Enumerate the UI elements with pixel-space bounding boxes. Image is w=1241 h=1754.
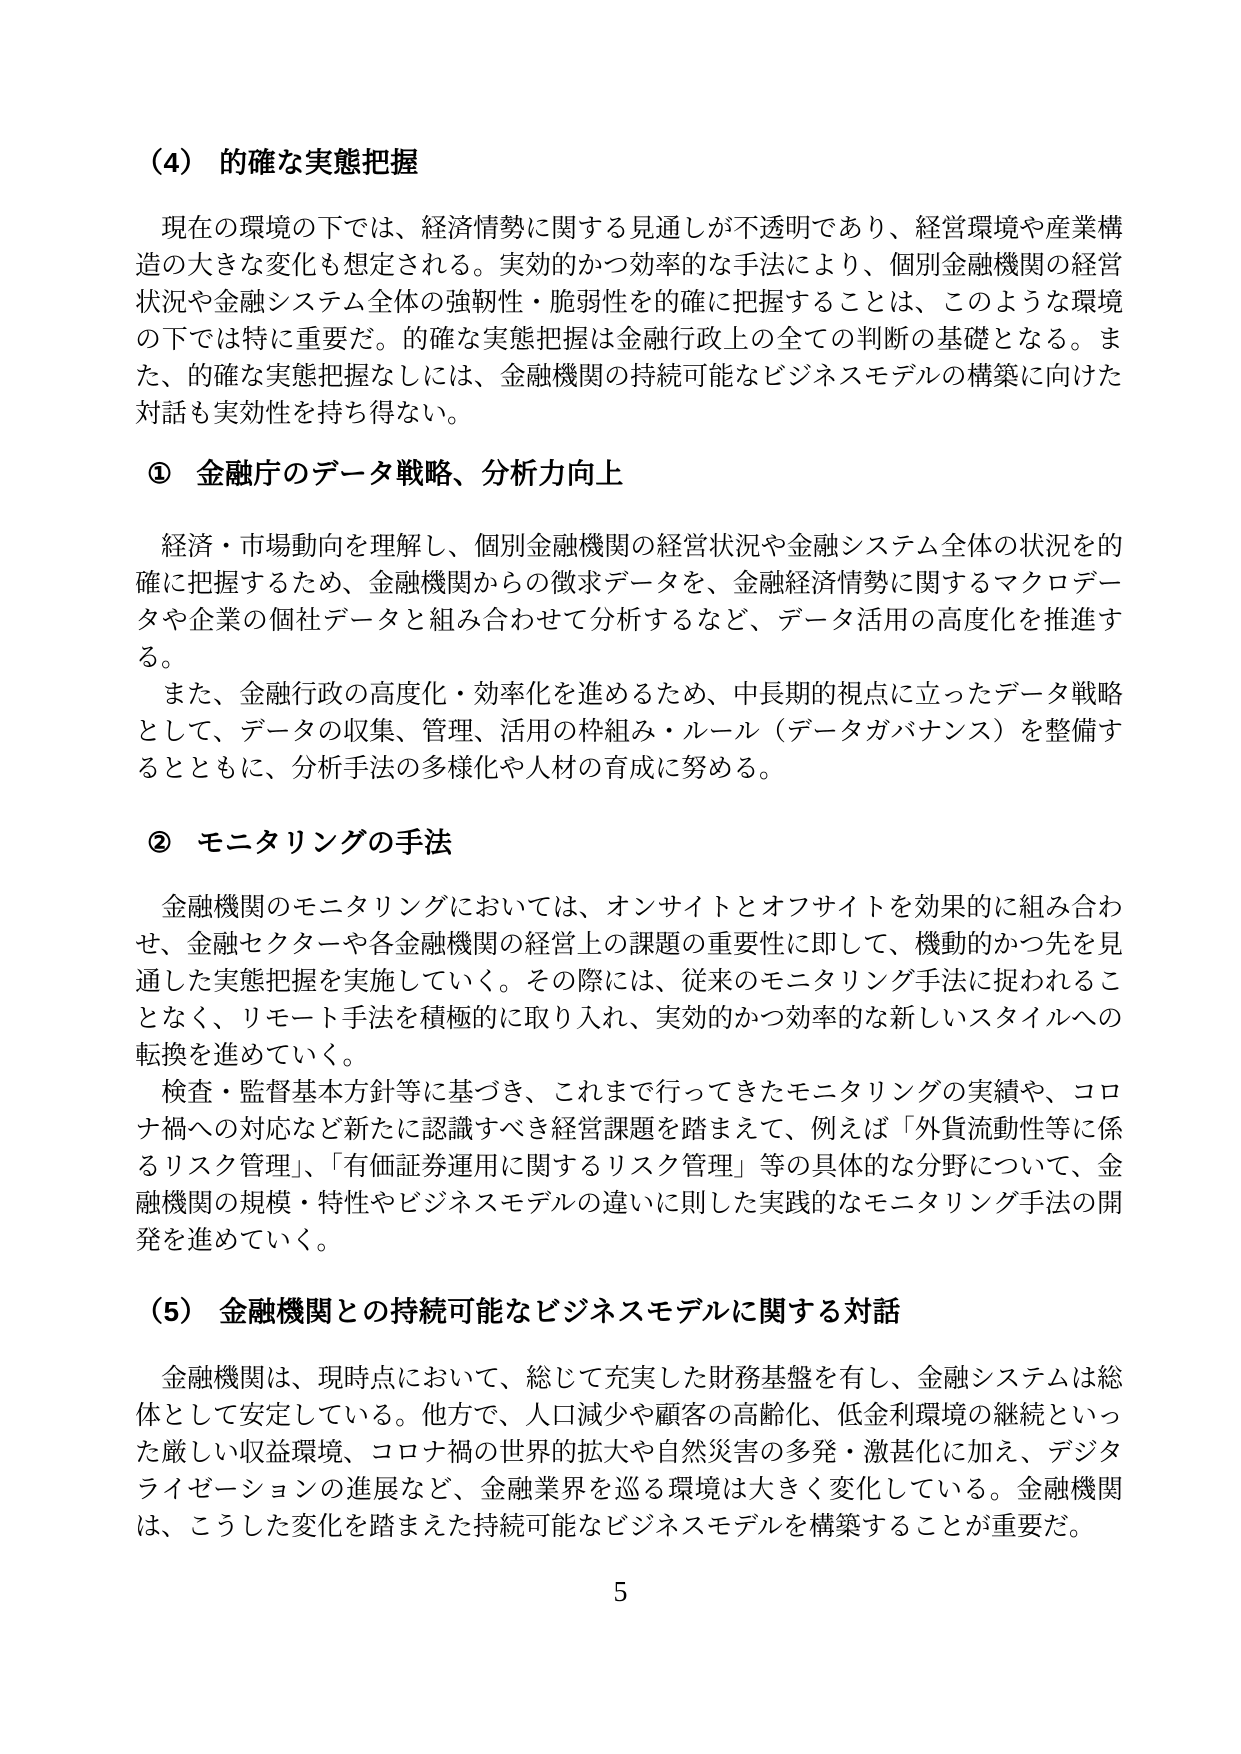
section-number: ②: [147, 827, 173, 858]
paragraph: 検査・監督基本方針等に基づき、これまで行ってきたモニタリングの実績や、コロナ禍への対応など新たに認識すべき経営課題を踏まえて、例えば「外貨流動性等に係るリスク管理」、「有価証券運用に関するリスク管理」等の具体的な分野について、金融機関の規模・特性やビジネスモデルの違いに則した実践的なモニタリング手法の開発を進めていく。: [135, 1077, 1123, 1255]
page-number: 5: [613, 1577, 628, 1608]
section-circle-1: [135, 455, 1123, 787]
section-number: （5）: [135, 1296, 209, 1327]
section-heading: [135, 1293, 1123, 1331]
section-4: [135, 144, 1123, 432]
section-heading: [135, 824, 1123, 862]
section-title: モニタリングの手法: [196, 827, 453, 858]
section-number: （4）: [135, 147, 209, 178]
section-number: ①: [147, 458, 173, 489]
page-content: [135, 144, 1123, 1545]
paragraph: 金融機関は、現時点において、総じて充実した財務基盤を有し、金融システムは総体として安定している。他方で、人口減少や顧客の高齢化、低金利環境の継続といった厳しい収益環境、コロナ禍の世界的拡大や自然災害の多発・激甚化に加え、デジタライゼーションの進展など、金融業界を巡る環境は大きく変化している。金融機関は、こうした変化を踏まえた持続可能なビジネスモデルを構築することが重要だ。: [135, 1363, 1124, 1541]
paragraph: 金融機関のモニタリングにおいては、オンサイトとオフサイトを効果的に組み合わせ、金融セクターや各金融機関の経営上の課題の重要性に即して、機動的かつ先を見通した実態把握を実施していく。その際には、従来のモニタリング手法に捉われることなく、リモート手法を積極的に取り入れ、実効的かつ効率的な新しいスタイルへの転換を進めていく。: [135, 892, 1123, 1070]
paragraph: 現在の環境の下では、経済情勢に関する見通しが不透明であり、経営環境や産業構造の大きな変化も想定される。実効的かつ効率的な手法により、個別金融機関の経営状況や金融システム全体の強靭性・脆弱性を的確に把握することは、このような環境の下では特に重要だ。的確な実態把握は金融行政上の全ての判断の基礎となる。また、的確な実態把握なしには、金融機関の持続可能なビジネスモデルの構築に向けた対話も実効性を持ち得ない。: [135, 213, 1124, 428]
page-footer: [0, 1578, 1241, 1608]
section-title: 金融機関との持続可能なビジネスモデルに関する対話: [219, 1296, 902, 1327]
section-heading: [135, 455, 1123, 493]
paragraph: また、金融行政の高度化・効率化を進めるため、中長期的視点に立ったデータ戦略として、データの収集、管理、活用の枠組み・ルール（データガバナンス）を整備するとともに、分析手法の多様化や人材の育成に努める。: [135, 679, 1123, 783]
paragraph: 経済・市場動向を理解し、個別金融機関の経営状況や金融システム全体の状況を的確に把握するため、金融機関からの徴求データを、金融経済情勢に関するマクロデータや企業の個社データと組み合わせて分析するなど、データ活用の高度化を推進する。: [135, 531, 1123, 672]
section-circle-2: [135, 824, 1123, 1259]
section-5: [135, 1293, 1123, 1545]
section-heading: [135, 144, 1123, 182]
section-title: 金融庁のデータ戦略、分析力向上: [196, 458, 624, 489]
section-title: 的確な実態把握: [219, 147, 419, 178]
